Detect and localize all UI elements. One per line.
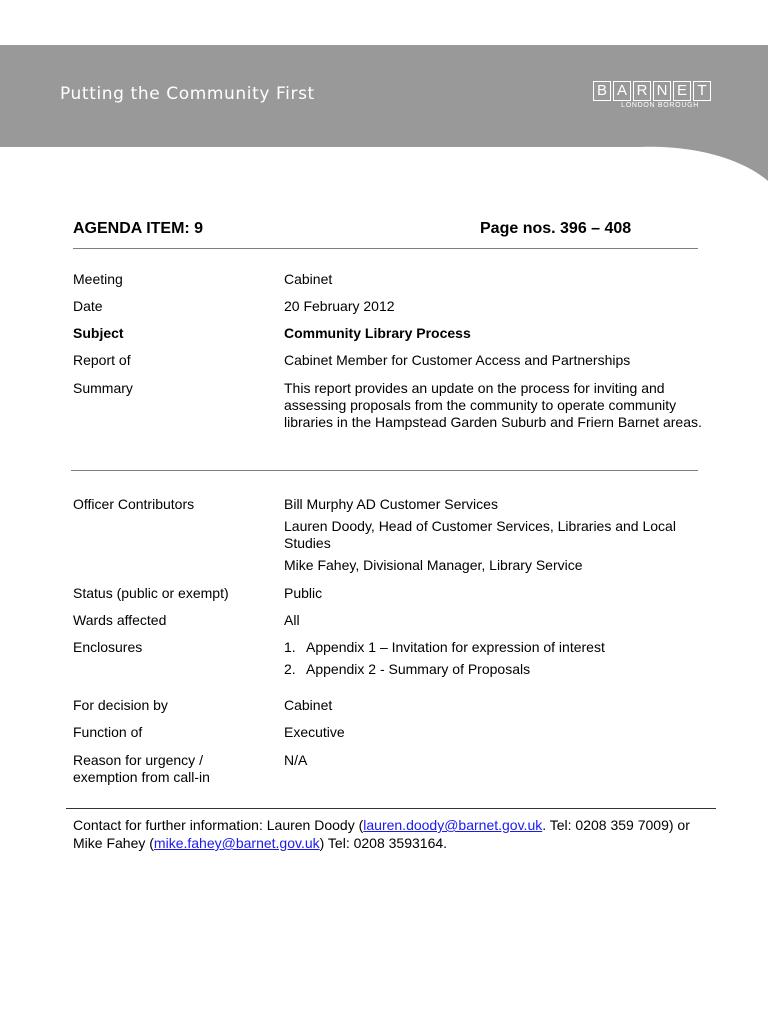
logo-letter: E (673, 81, 691, 101)
function-of-value: Executive (284, 724, 345, 740)
contact-info (73, 816, 713, 852)
logo-letter: N (653, 81, 671, 101)
barnet-logo (593, 81, 713, 109)
officer-contributor: Bill Murphy AD Customer Services (284, 496, 498, 512)
decision-by-label: For decision by (73, 697, 168, 713)
logo-letter: B (593, 81, 611, 101)
enclosures-label: Enclosures (73, 639, 143, 655)
urgency-label: Reason for urgency / exemption from call-in (73, 752, 210, 785)
enclosure-item (284, 639, 714, 656)
officer-contributor: Mike Fahey, Divisional Manager, Library Service (284, 557, 583, 573)
enclosure-text: Appendix 2 - Summary of Proposals (306, 661, 531, 677)
enclosure-number: 2. (284, 661, 296, 677)
subject-value: Community Library Process (284, 325, 471, 341)
officer-contributor: Lauren Doody, Head of Customer Services, Libraries and Local Studies (284, 518, 676, 551)
date-label: Date (73, 298, 103, 314)
email-link-lauren[interactable]: lauren.doody@barnet.gov.uk (363, 817, 543, 833)
contact-suffix: ) Tel: 0208 3593164. (319, 835, 448, 851)
wards-label: Wards affected (73, 612, 167, 628)
meeting-label: Meeting (73, 271, 123, 287)
logo-letters (593, 81, 713, 101)
enclosure-text: Appendix 1 – Invitation for expression of interest (306, 639, 605, 655)
header-banner (0, 45, 768, 181)
logo-letter: R (633, 81, 651, 101)
enclosure-number: 1. (284, 639, 296, 655)
urgency-value: N/A (284, 752, 308, 768)
section-divider (71, 470, 698, 471)
agenda-header (73, 220, 698, 249)
email-link-mike[interactable]: mike.fahey@barnet.gov.uk (153, 835, 320, 851)
summary-label: Summary (73, 380, 133, 396)
meeting-value: Cabinet (284, 271, 333, 287)
summary-value: This report provides an update on the process for inviting and assessing proposals from the community to operate community libraries in the Hampstead Garden Suburb and Friern Barnet areas. (284, 380, 702, 430)
contact-middle: . Tel: 0208 359 7009) or Mike Fahey ( (73, 817, 690, 851)
decision-by-value: Cabinet (284, 697, 333, 713)
banner-background (0, 45, 768, 181)
date-value: 20 February 2012 (284, 298, 395, 314)
subject-label: Subject (73, 325, 124, 341)
contact-prefix: Contact for further information: Lauren Doody ( (73, 817, 364, 833)
status-label: Status (public or exempt) (73, 585, 229, 601)
contact-divider (66, 808, 716, 809)
enclosure-item (284, 661, 714, 678)
report-of-value: Cabinet Member for Customer Access and Partnerships (284, 352, 631, 368)
function-of-label: Function of (73, 724, 143, 740)
logo-subtitle: LONDON BOROUGH (621, 102, 699, 109)
logo-letter: T (693, 81, 711, 101)
status-value: Public (284, 585, 323, 601)
logo-letter: A (613, 81, 631, 101)
tagline: Putting the Community First (60, 84, 315, 104)
officer-contributors-label: Officer Contributors (73, 496, 195, 512)
wards-value: All (284, 612, 300, 628)
page-numbers: Page nos. 396 – 408 (480, 220, 632, 237)
agenda-item: AGENDA ITEM: 9 (73, 220, 204, 237)
report-of-label: Report of (73, 352, 131, 368)
